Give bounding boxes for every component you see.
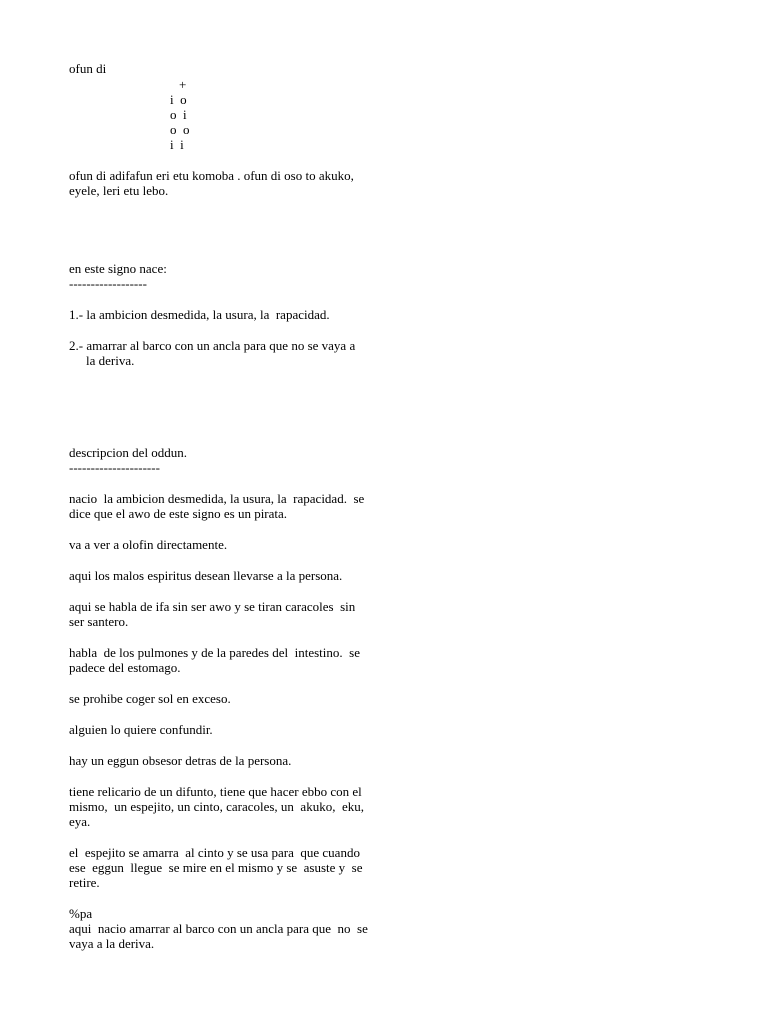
figure-row-5: i i xyxy=(170,137,184,152)
figure-row-1: + xyxy=(179,77,187,92)
section-1-item-1: 1.- la ambicion desmedida, la usura, la rapacidad. xyxy=(69,307,330,322)
figure-row-3: o i xyxy=(170,107,187,122)
paragraph-4-line-2: ser santero. xyxy=(69,614,129,629)
section-1-item-2-line-2: la deriva. xyxy=(86,353,135,368)
paragraph-3: aqui los malos espiritus desean llevarse a la persona. xyxy=(69,568,343,583)
paragraph-9-line-1: tiene relicario de un difunto, tiene que hacer ebbo con el xyxy=(69,784,362,799)
paragraph-1-line-2: dice que el awo de este signo es un pirata. xyxy=(69,506,288,521)
section-1-heading: en este signo nace: xyxy=(69,261,167,276)
section-1-item-2-line-1: 2.- amarrar al barco con un ancla para que no se vaya a xyxy=(69,338,356,353)
paragraph-9-line-3: eya. xyxy=(69,814,91,829)
paragraph-12-line-2: vaya a la deriva. xyxy=(69,936,155,951)
paragraph-5-line-1: habla de los pulmones y de la paredes del intestino. se xyxy=(69,645,360,660)
paragraph-10-line-3: retire. xyxy=(69,875,100,890)
paragraph-8: hay un eggun obsesor detras de la persona. xyxy=(69,753,292,768)
paragraph-7: alguien lo quiere confundir. xyxy=(69,722,213,737)
paragraph-11: %pa xyxy=(69,906,93,921)
paragraph-2: va a ver a olofin directamente. xyxy=(69,537,228,552)
paragraph-12-line-1: aqui nacio amarrar al barco con un ancla para que no se xyxy=(69,921,368,936)
section-1-rule: ------------------ xyxy=(69,276,147,291)
paragraph-6: se prohibe coger sol en exceso. xyxy=(69,691,231,706)
section-2-rule: --------------------- xyxy=(69,460,160,475)
paragraph-4-line-1: aqui se habla de ifa sin ser awo y se tiran caracoles sin xyxy=(69,599,356,614)
paragraph-10-line-1: el espejito se amarra al cinto y se usa para que cuando xyxy=(69,845,360,860)
figure-row-2: i o xyxy=(170,92,187,107)
figure-row-4: o o xyxy=(170,122,190,137)
document-title: ofun di xyxy=(69,61,107,76)
paragraph-1-line-1: nacio la ambicion desmedida, la usura, la rapacidad. se xyxy=(69,491,365,506)
paragraph-5-line-2: padece del estomago. xyxy=(69,660,181,675)
intro-line-2: eyele, leri etu lebo. xyxy=(69,183,169,198)
paragraph-9-line-2: mismo, un espejito, un cinto, caracoles, un akuko, eku, xyxy=(69,799,364,814)
paragraph-10-line-2: ese eggun llegue se mire en el mismo y se asuste y se xyxy=(69,860,363,875)
intro-line-1: ofun di adifafun eri etu komoba . ofun di oso to akuko, xyxy=(69,168,354,183)
section-2-heading: descripcion del oddun. xyxy=(69,445,188,460)
